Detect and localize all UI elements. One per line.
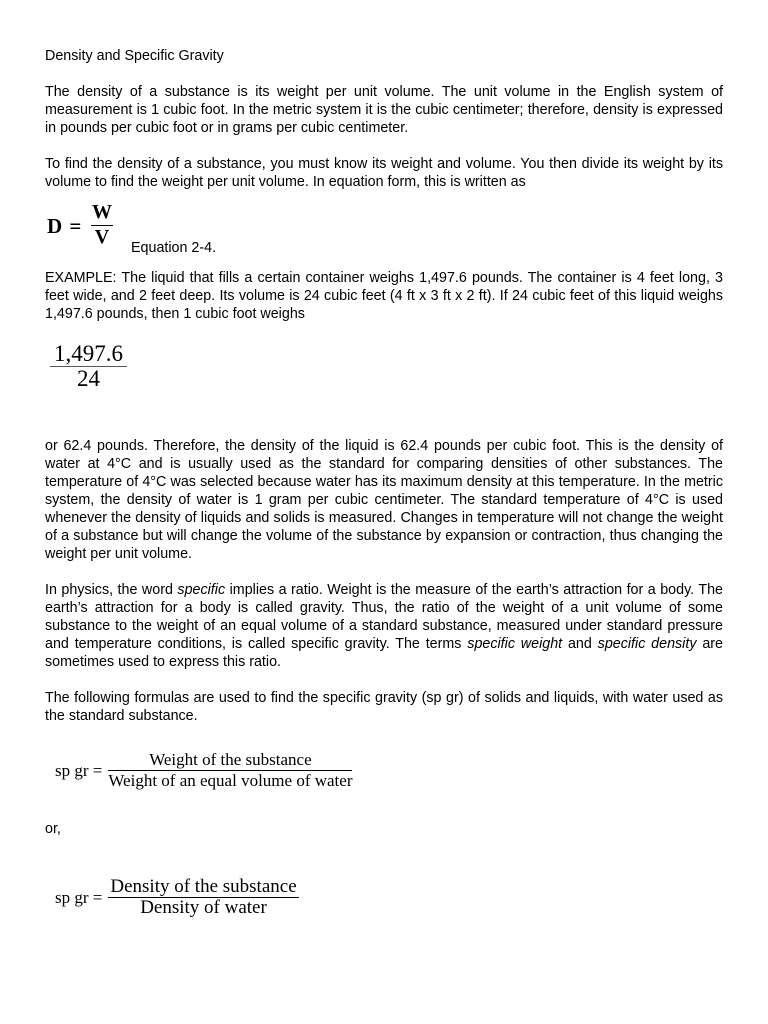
fraction-denominator: Density of water	[140, 897, 267, 918]
equation-fraction	[50, 341, 127, 391]
paragraph-density-definition: The density of a substance is its weight per unit volume. The unit volume in the English system of measurement is 1 cubic foot. In the metric system it is the cubic centimeter; therefore, density is expressed in pounds per cubic foot or in grams per cubic centimeter.	[45, 84, 723, 136]
fraction-numerator: Weight of the substance	[108, 751, 352, 771]
equation-lhs: sp gr =	[55, 887, 103, 907]
equation-fraction	[91, 203, 113, 246]
fraction-numerator: 1,497.6	[50, 345, 127, 367]
italic-term-specific-weight: specific weight	[467, 636, 563, 652]
fraction-numerator: Density of the substance	[110, 876, 297, 897]
paragraph-example: EXAMPLE: The liquid that fills a certain container weighs 1,497.6 pounds. The container is 4 feet long, 3 feet wide, and 2 feet deep. Its volume is 24 cubic feet (4 ft x 3 ft x 2 ft). If 24 cubic feet of this liquid weighs 1,497.6 pounds, then 1 cubic foot weighs	[45, 270, 723, 322]
fraction-denominator: Weight of an equal volume of water	[108, 771, 353, 790]
paragraph-specific-gravity	[45, 581, 723, 671]
fraction-denominator: 24	[77, 366, 100, 391]
italic-term-specific-density: specific density	[597, 636, 697, 652]
equation-fraction	[108, 878, 298, 917]
document-title: Density and Specific Gravity	[45, 48, 224, 64]
text-run: are sometimes used to express this ratio.	[45, 636, 723, 670]
equation-caption: Equation 2-4.	[131, 240, 217, 256]
text-run: implies a ratio. Weight is the measure of the earth’s attraction for a body. The earth’s attraction for a body is called gravity. Thus, the ratio of the weight of a unit volume of some substance to the weight of an equal volume of a standard substance, measured under standard pressure and temperature conditions, is called specific gravity. The terms	[45, 582, 723, 652]
equation-sp-gr-density	[55, 878, 723, 917]
paragraph-formulas-intro: The following formulas are used to find the specific gravity (sp gr) of solids and liquids, with water used as the standard substance.	[45, 690, 723, 724]
text-run: In physics, the word	[45, 582, 178, 598]
paragraph-find-density: To find the density of a substance, you must know its weight and volume. You then divide its weight by its volume to find the weight per unit volume. In equation form, this is written as	[45, 156, 723, 190]
text-run: and	[562, 636, 598, 652]
fraction-numerator: W	[91, 203, 113, 226]
fraction-denominator: V	[94, 226, 110, 248]
italic-term-specific: specific	[177, 582, 226, 598]
document-page	[45, 47, 723, 917]
equation-lhs: sp gr =	[55, 760, 103, 780]
equation-sp-gr-weight	[55, 751, 723, 790]
or-text: or,	[45, 821, 61, 837]
paragraph-density-of-water: or 62.4 pounds. Therefore, the density of the liquid is 62.4 pounds per cubic foot. This is the density of water at 4°C and is usually used as the standard for comparing densities of other substances. The temperature of 4°C was selected because water has its maximum density at this temperature. In the metric system, the density of water is 1 gram per cubic centimeter. The standard temperature of 4°C is used whenever the density of liquids and solids is measured. Changes in temperature will not change the weight of a substance but will change the volume of the substance by expansion or contraction, thus changing the weight per unit volume.	[45, 438, 723, 562]
equation-2-4	[45, 203, 723, 265]
equation-fraction	[108, 751, 352, 790]
equation-lhs: D =	[47, 214, 83, 238]
equation-example-division	[45, 341, 723, 409]
